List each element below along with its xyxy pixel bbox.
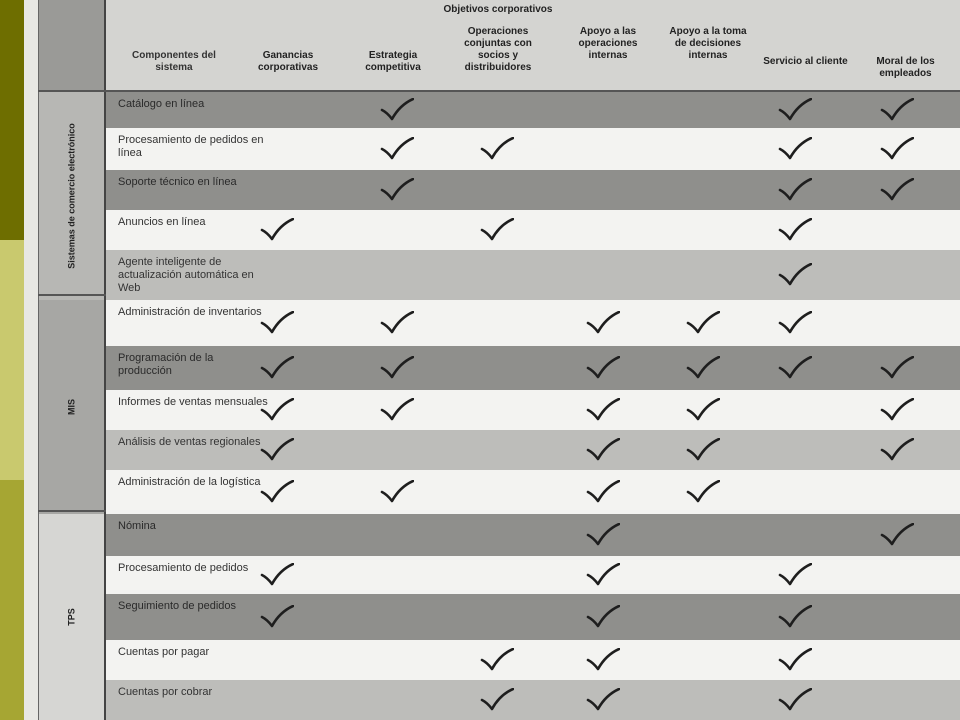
decorative-bar-middle: [0, 240, 24, 480]
objectives-super-title: Objetivos corporativos: [443, 4, 553, 15]
check-mark-icon: [380, 398, 414, 422]
check-mark-icon: [480, 137, 514, 161]
scanned-table: [38, 0, 960, 720]
row-label: Procesamiento de pedidos en línea: [118, 134, 264, 159]
decorative-bar-top: [0, 0, 24, 240]
check-mark-icon: [260, 480, 294, 504]
system-components-header: Componentes del sistema: [132, 50, 216, 73]
check-mark-icon: [586, 398, 620, 422]
check-mark-icon: [880, 438, 914, 462]
group-divider: [104, 0, 106, 720]
column-header-0: Ganancias corporativas: [257, 50, 319, 73]
check-mark-icon: [380, 98, 414, 122]
decorative-bar-bottom: [0, 480, 24, 720]
check-mark-icon: [380, 137, 414, 161]
table-row: [106, 430, 960, 470]
check-mark-icon: [686, 438, 720, 462]
left-edge-line: [38, 0, 39, 720]
check-mark-icon: [778, 98, 812, 122]
group-label: MIS: [66, 398, 77, 416]
check-mark-icon: [586, 648, 620, 672]
table-row: [106, 594, 960, 640]
row-label: Análisis de ventas regionales: [118, 436, 261, 448]
check-mark-icon: [880, 98, 914, 122]
table-row: [106, 556, 960, 594]
row-label: Programación de la producción: [118, 352, 214, 377]
row-label: Cuentas por pagar: [118, 646, 210, 658]
table-row: [106, 300, 960, 346]
check-mark-icon: [880, 356, 914, 380]
check-mark-icon: [778, 563, 812, 587]
check-mark-icon: [778, 648, 812, 672]
group-label: Sistemas de comercio electrónico: [66, 123, 77, 269]
check-mark-icon: [778, 688, 812, 712]
check-mark-icon: [880, 523, 914, 547]
check-mark-icon: [260, 438, 294, 462]
header-divider: [38, 90, 960, 92]
check-mark-icon: [260, 218, 294, 242]
check-mark-icon: [260, 605, 294, 629]
column-header-2: Operaciones conjuntas con socios y distribuidores: [464, 26, 532, 73]
row-label: Administración de la logística: [118, 476, 261, 488]
check-mark-icon: [260, 311, 294, 335]
check-mark-icon: [260, 356, 294, 380]
table-corner: [38, 0, 106, 92]
check-mark-icon: [686, 480, 720, 504]
row-label: Soporte técnico en línea: [118, 176, 237, 188]
table-row: [106, 640, 960, 680]
check-mark-icon: [778, 178, 812, 202]
check-mark-icon: [586, 605, 620, 629]
table-row: [106, 470, 960, 514]
row-label: Nómina: [118, 520, 156, 532]
group-label: TPS: [66, 608, 77, 626]
column-header-4: Apoyo a la toma de decisiones internas: [669, 26, 747, 61]
check-mark-icon: [778, 605, 812, 629]
table-row: [106, 514, 960, 556]
column-header-6: Moral de los empleados: [876, 56, 935, 79]
table-row: [106, 680, 960, 720]
check-mark-icon: [880, 398, 914, 422]
group-divider-2: [38, 510, 106, 512]
row-label: Seguimiento de pedidos: [118, 600, 237, 612]
table-row: [106, 210, 960, 250]
table-row: [106, 390, 960, 430]
check-mark-icon: [778, 311, 812, 335]
check-mark-icon: [480, 688, 514, 712]
check-mark-icon: [686, 398, 720, 422]
row-label: Informes de ventas mensuales: [118, 396, 268, 408]
check-mark-icon: [686, 311, 720, 335]
check-mark-icon: [778, 356, 812, 380]
group-1: [38, 300, 106, 514]
check-mark-icon: [586, 563, 620, 587]
row-label: Procesamiento de pedidos: [118, 562, 249, 574]
check-mark-icon: [778, 263, 812, 287]
check-mark-icon: [586, 311, 620, 335]
group-2: [38, 514, 106, 720]
table-row: [106, 92, 960, 128]
check-mark-icon: [880, 137, 914, 161]
check-mark-icon: [778, 137, 812, 161]
check-mark-icon: [380, 178, 414, 202]
row-label: Anuncios en línea: [118, 216, 206, 228]
check-mark-icon: [686, 356, 720, 380]
row-label: Agente inteligente de actualización automática en Web: [118, 256, 254, 294]
column-header-3: Apoyo a las operaciones internas: [578, 26, 638, 61]
table-row: [106, 170, 960, 210]
column-header-5: Servicio al cliente: [763, 56, 848, 67]
check-mark-icon: [380, 311, 414, 335]
check-mark-icon: [586, 356, 620, 380]
check-mark-icon: [586, 438, 620, 462]
check-mark-icon: [260, 563, 294, 587]
check-mark-icon: [778, 218, 812, 242]
group-0: [38, 92, 106, 300]
check-mark-icon: [260, 398, 294, 422]
column-header-1: Estrategia competitiva: [365, 50, 421, 73]
row-label: Catálogo en línea: [118, 98, 205, 110]
table-row: [106, 250, 960, 300]
table-row: [106, 128, 960, 170]
check-mark-icon: [380, 480, 414, 504]
row-label: Cuentas por cobrar: [118, 686, 213, 698]
check-mark-icon: [586, 688, 620, 712]
check-mark-icon: [880, 178, 914, 202]
check-mark-icon: [586, 480, 620, 504]
group-divider-1: [38, 294, 106, 296]
check-mark-icon: [380, 356, 414, 380]
check-mark-icon: [480, 218, 514, 242]
check-mark-icon: [480, 648, 514, 672]
table-row: [106, 346, 960, 390]
row-label: Administración de inventarios: [118, 306, 262, 318]
check-mark-icon: [586, 523, 620, 547]
